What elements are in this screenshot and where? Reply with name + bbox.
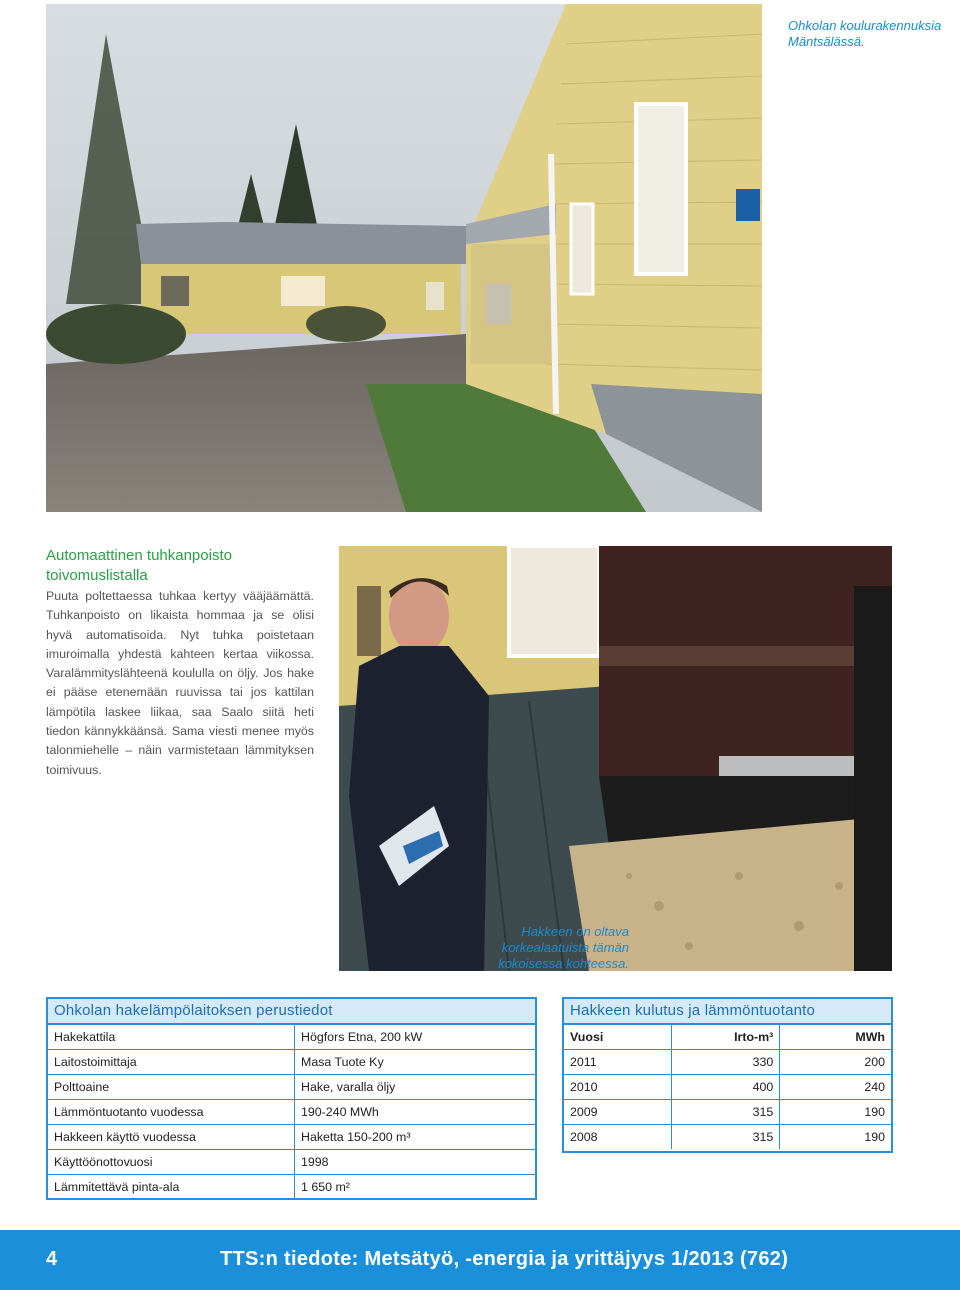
year-cell: 2010 <box>564 1075 672 1100</box>
row-label: Laitostoimittaja <box>48 1050 295 1075</box>
article-body: Puuta poltettaessa tuhkaa kertyy vääjäämättä. Tuhkanpoisto on likaista hommaa ja se olisi hyvä automatisoida. Nyt tuhka poistetaan imuroimalla yhdestä kahteen kertaa viikossa. Varalämmityslähteenä koululla on öljy. Jos hake ei pääse etenemään ruuvissa tai jos kattilan lämpötila laskee liikaa, saa Saalo siitä heti tiedon kännykkäänsä. Sama viesti menee myös talonmiehelle – näin varmistetaan lämmityksen toimivuus. <box>46 589 314 777</box>
row-label: Lämmöntuotanto vuodessa <box>48 1100 295 1125</box>
mwh-cell: 190 <box>780 1100 891 1125</box>
table-row <box>564 1050 891 1075</box>
row-value: Masa Tuote Ky <box>295 1050 536 1075</box>
table-row <box>564 1100 891 1125</box>
page-footer <box>0 1230 960 1290</box>
mwh-cell: 200 <box>780 1050 891 1075</box>
row-value: Haketta 150-200 m³ <box>295 1125 536 1150</box>
middle-photo-caption: Hakkeen on oltava korkealaatuista tämän kokoisessa kohteessa. <box>498 924 629 971</box>
page-number: 4 <box>46 1248 58 1270</box>
row-value: 1998 <box>295 1150 536 1175</box>
publication-title: TTS:n tiedote: Metsätyö, -energia ja yrittäjyys 1/2013 (762) <box>220 1248 789 1270</box>
table-row <box>48 1125 535 1150</box>
mwh-cell: 190 <box>780 1125 891 1150</box>
consumption-table <box>562 997 893 1153</box>
plant-info-table-title: Ohkolan hakelämpölaitoksen perustiedot <box>48 999 535 1025</box>
article-heading: Automaattinen tuhkanpoisto toivomuslistalla <box>46 547 232 584</box>
plant-info-rows <box>48 1025 535 1199</box>
volume-cell: 315 <box>672 1100 780 1125</box>
row-label: Hakekattila <box>48 1025 295 1050</box>
consumption-table-title: Hakkeen kulutus ja lämmöntuotanto <box>564 999 891 1025</box>
table-row <box>564 1125 891 1150</box>
year-cell: 2008 <box>564 1125 672 1150</box>
row-value: Högfors Etna, 200 kW <box>301 1030 423 1044</box>
row-value: 1 650 m² <box>295 1175 536 1200</box>
column-header-year: Vuosi <box>564 1025 672 1050</box>
plant-info-table <box>46 997 537 1200</box>
volume-cell: 400 <box>672 1075 780 1100</box>
table-row <box>564 1075 891 1100</box>
school-buildings-photo <box>46 4 762 512</box>
table-row <box>48 1150 535 1175</box>
row-label: Hakkeen käyttö vuodessa <box>48 1125 295 1150</box>
wood-chip-silo-photo <box>339 546 892 971</box>
mwh-cell: 240 <box>780 1075 891 1100</box>
year-cell: 2009 <box>564 1100 672 1125</box>
row-value: 190-240 MWh <box>295 1100 536 1125</box>
year-cell: 2011 <box>564 1050 672 1075</box>
volume-cell: 315 <box>672 1125 780 1150</box>
column-header-volume: Irto-m³ <box>672 1025 780 1050</box>
row-label: Käyttöönottovuosi <box>48 1150 295 1175</box>
row-label: Polttoaine <box>48 1075 295 1100</box>
column-header-mwh: MWh <box>855 1030 885 1044</box>
top-photo-caption: Ohkolan koulurakennuksia Mäntsälässä. <box>788 18 942 49</box>
consumption-rows <box>564 1025 891 1149</box>
table-row <box>48 1100 535 1125</box>
table-row <box>48 1175 535 1200</box>
table-row <box>48 1025 535 1050</box>
table-row <box>48 1050 535 1075</box>
row-value: Hake, varalla öljy <box>295 1075 536 1100</box>
table-header-row <box>564 1025 891 1050</box>
row-label: Lämmitettävä pinta-ala <box>48 1175 295 1200</box>
table-row <box>48 1075 535 1100</box>
volume-cell: 330 <box>672 1050 780 1075</box>
